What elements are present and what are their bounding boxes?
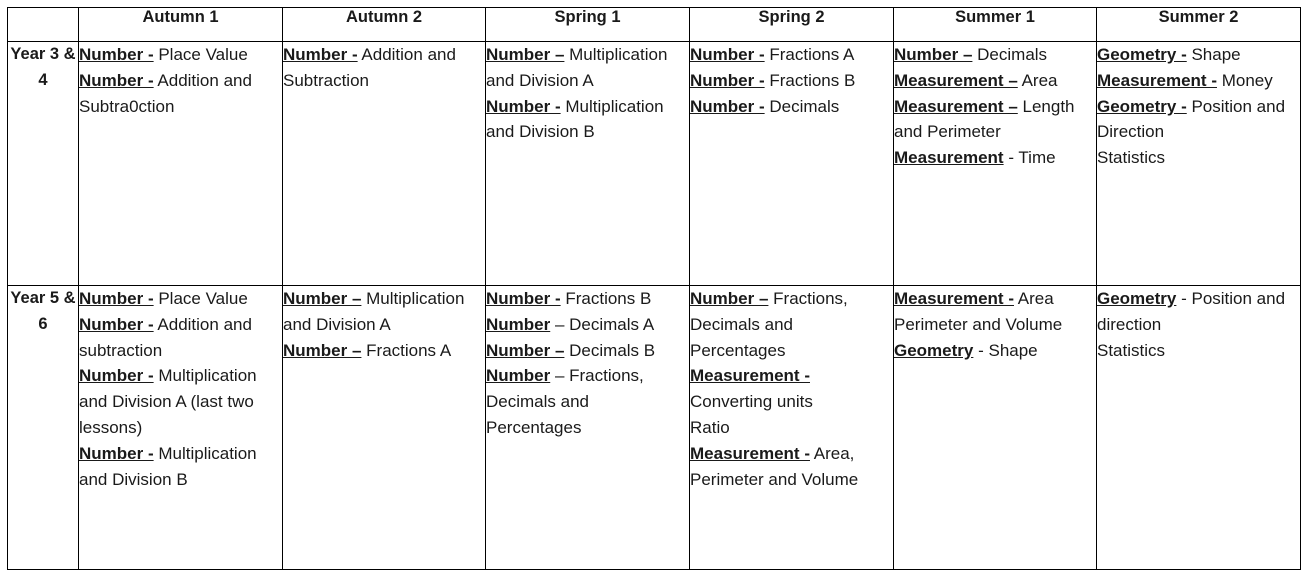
- topic-entry: [1097, 94, 1300, 146]
- topic-entry: [1097, 338, 1300, 364]
- strand-label: Number -: [283, 45, 358, 64]
- topic-entry: [486, 338, 689, 364]
- topic-entry: [894, 145, 1096, 171]
- strand-label: Number -: [79, 45, 154, 64]
- topic-text: Converting units: [690, 392, 813, 412]
- topic-text: Fractions A: [764, 45, 855, 64]
- topic-entry: [690, 415, 893, 441]
- topic-text: - Shape: [973, 340, 1038, 360]
- strand-label: Number –: [283, 340, 362, 360]
- topic-text: Position and Direction: [1097, 96, 1286, 142]
- topic-text: Area: [1017, 70, 1058, 90]
- strand-label: Number -: [690, 96, 765, 116]
- topic-entry: [486, 94, 689, 146]
- topic-entry: [690, 286, 893, 363]
- strand-label: Number –: [486, 45, 565, 64]
- topic-text: - Position and direction: [1097, 289, 1286, 334]
- topic-text: Statistics: [1097, 340, 1166, 360]
- strand-label: Measurement -: [1097, 70, 1217, 90]
- term-cell: [283, 42, 486, 286]
- topic-text: – Fractions, Decimals and Percentages: [486, 366, 644, 437]
- topic-text: Addition and subtraction: [79, 314, 252, 360]
- column-header-autumn-2: Autumn 2: [283, 8, 486, 42]
- strand-label: Number -: [79, 366, 154, 386]
- topic-entry: [486, 312, 689, 338]
- topic-entry: [894, 286, 1096, 338]
- topic-entry: [1097, 42, 1300, 68]
- row-year-5-6: [8, 286, 1301, 570]
- topic-text: Multiplication and Division A: [486, 45, 668, 90]
- topic-text: Addition and Subtra0ction: [79, 70, 252, 116]
- topic-entry: [79, 363, 282, 440]
- topic-entry: [283, 42, 485, 94]
- topic-text: Area Perimeter and Volume: [894, 289, 1063, 334]
- year-label: Year 5 & 6: [8, 286, 79, 570]
- topic-entry: [690, 68, 893, 94]
- topic-entry: [283, 338, 485, 364]
- topic-text: Money: [1216, 70, 1273, 90]
- column-header-summer-2: Summer 2: [1097, 8, 1301, 42]
- topic-text: Ratio: [690, 417, 730, 437]
- topic-entry: [894, 94, 1096, 146]
- topic-text: Decimals: [764, 96, 840, 116]
- topic-entry: [894, 68, 1096, 94]
- strand-label: Measurement –: [894, 96, 1018, 116]
- corner-cell: [8, 8, 79, 42]
- topic-text: Fractions A: [361, 340, 452, 360]
- topic-entry: [1097, 68, 1300, 94]
- topic-entry: [486, 42, 689, 94]
- topic-entry: [486, 286, 689, 312]
- topic-entry: [894, 338, 1096, 364]
- topic-entry: [79, 42, 282, 68]
- topic-entry: [894, 42, 1096, 68]
- strand-label: Measurement: [894, 148, 1004, 168]
- column-header-spring-2: Spring 2: [690, 8, 894, 42]
- column-header-spring-1: Spring 1: [486, 8, 690, 42]
- year-label: Year 3 & 4: [8, 42, 79, 286]
- strand-label: Number: [486, 366, 551, 386]
- topic-text: Fractions B: [560, 289, 652, 308]
- term-cell: [283, 286, 486, 570]
- topic-entry: [690, 42, 893, 68]
- topic-entry: [79, 286, 282, 312]
- strand-label: Number -: [79, 70, 154, 90]
- strand-label: Number: [486, 314, 551, 334]
- topic-entry: [690, 363, 893, 415]
- topic-text: Decimals B: [564, 340, 656, 360]
- strand-label: Geometry -: [1097, 96, 1187, 116]
- topic-text: Addition and Subtraction: [283, 45, 456, 90]
- topic-entry: [79, 441, 282, 493]
- topic-text: Place Value: [153, 289, 248, 308]
- term-cell: [894, 286, 1097, 570]
- topic-text: Shape: [1186, 45, 1241, 64]
- topic-entry: [690, 441, 893, 493]
- column-header-summer-1: Summer 1: [894, 8, 1097, 42]
- topic-text: Multiplication and Division A: [283, 289, 465, 334]
- curriculum-table: [7, 7, 1301, 570]
- term-cell: [690, 286, 894, 570]
- header-row: [8, 8, 1301, 42]
- topic-text: - Time: [1003, 148, 1056, 168]
- topic-entry: [486, 363, 689, 440]
- strand-label: Number -: [79, 289, 154, 308]
- topic-text: Length and Perimeter: [894, 96, 1075, 142]
- topic-text: Fractions B: [764, 70, 856, 90]
- topic-entry: [79, 312, 282, 364]
- topic-entry: [1097, 286, 1300, 338]
- strand-label: Geometry: [894, 340, 974, 360]
- topic-text: Multiplication and Division B: [79, 443, 257, 489]
- term-cell: [690, 42, 894, 286]
- topic-text: Place Value: [153, 45, 248, 64]
- topic-entry: [283, 286, 485, 338]
- row-year-3-4: [8, 42, 1301, 286]
- strand-label: Number -: [486, 96, 561, 116]
- strand-label: Number –: [486, 340, 565, 360]
- strand-label: Number -: [690, 45, 765, 64]
- strand-label: Number –: [283, 289, 362, 308]
- strand-label: Number -: [486, 289, 561, 308]
- strand-label: Number –: [690, 289, 769, 308]
- topic-text: Statistics: [1097, 148, 1166, 168]
- strand-label: Geometry -: [1097, 45, 1187, 64]
- term-cell: [486, 42, 690, 286]
- strand-label: Number -: [690, 70, 765, 90]
- topic-entry: [79, 68, 282, 120]
- term-cell: [79, 42, 283, 286]
- topic-text: Area, Perimeter and Volume: [690, 443, 859, 489]
- strand-label: Measurement -: [690, 366, 810, 386]
- term-cell: [79, 286, 283, 570]
- strand-label: Number -: [79, 443, 154, 463]
- term-cell: [1097, 286, 1301, 570]
- topic-text: – Decimals A: [550, 314, 655, 334]
- topic-text: Multiplication and Division B: [486, 96, 664, 142]
- topic-text: Multiplication and Division A (last two lessons): [79, 366, 257, 437]
- strand-label: Measurement -: [894, 289, 1014, 308]
- strand-label: Measurement -: [690, 443, 810, 463]
- strand-label: Number -: [79, 314, 154, 334]
- topic-text: Fractions, Decimals and Percentages: [690, 289, 848, 360]
- strand-label: Number –: [894, 45, 973, 64]
- strand-label: Geometry: [1097, 289, 1177, 308]
- topic-entry: [690, 94, 893, 120]
- term-cell: [1097, 42, 1301, 286]
- column-header-autumn-1: Autumn 1: [79, 8, 283, 42]
- topic-entry: [1097, 145, 1300, 171]
- term-cell: [894, 42, 1097, 286]
- strand-label: Measurement –: [894, 70, 1018, 90]
- topic-text: Decimals: [972, 45, 1048, 64]
- term-cell: [486, 286, 690, 570]
